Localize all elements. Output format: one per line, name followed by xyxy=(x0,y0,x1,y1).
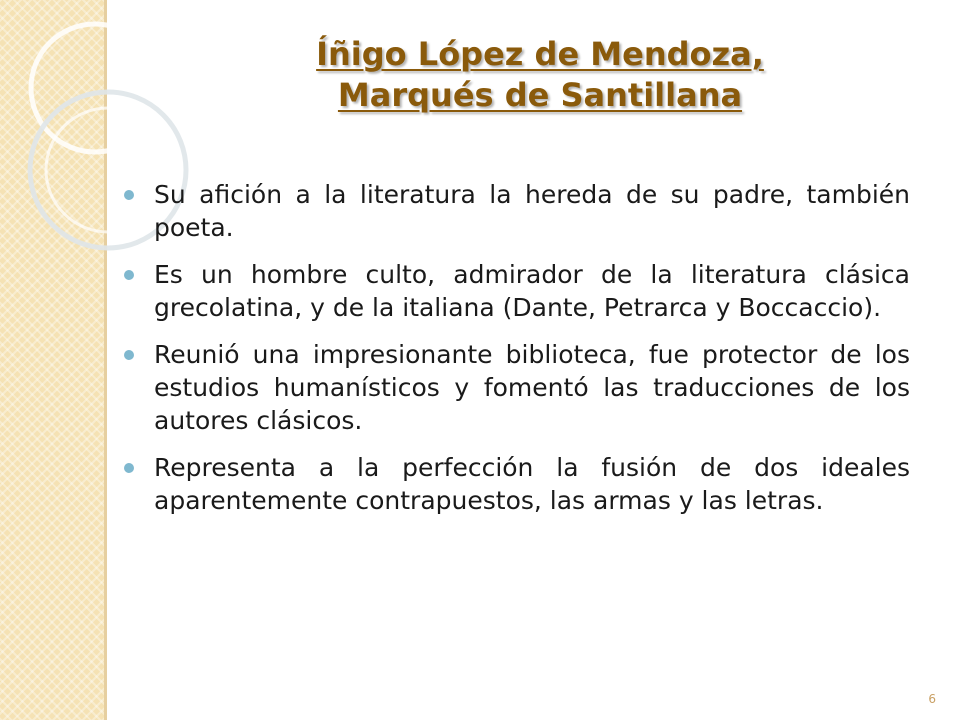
bullet-text: Su afición a la literatura la hereda de su padre, también poeta. xyxy=(154,180,910,242)
bullet-icon xyxy=(124,463,134,473)
bullet-item xyxy=(120,451,910,517)
bullet-text: Reunió una impresionante biblioteca, fue protector de los estudios humanísticos y fomentó las traducciones de los autores clásicos. xyxy=(154,340,910,435)
bullet-text: Es un hombre culto, admirador de la literatura clásica grecolatina, y de la italiana (Dante, Petrarca y Boccaccio). xyxy=(154,260,910,322)
bullet-text: Representa a la perfección la fusión de dos ideales aparentemente contrapuestos, las armas y las letras. xyxy=(154,453,910,515)
bullet-icon xyxy=(124,270,134,280)
bullet-item xyxy=(120,178,910,244)
title-line-2: Marqués de Santillana xyxy=(337,76,743,114)
title-line-1: Íñigo López de Mendoza, xyxy=(316,35,764,73)
bullet-item xyxy=(120,258,910,324)
bullet-item xyxy=(120,338,910,437)
bullet-icon xyxy=(124,350,134,360)
bullet-icon xyxy=(124,190,134,200)
slide-title xyxy=(190,34,890,116)
bullet-list xyxy=(120,178,910,531)
page-number: 6 xyxy=(928,692,936,706)
